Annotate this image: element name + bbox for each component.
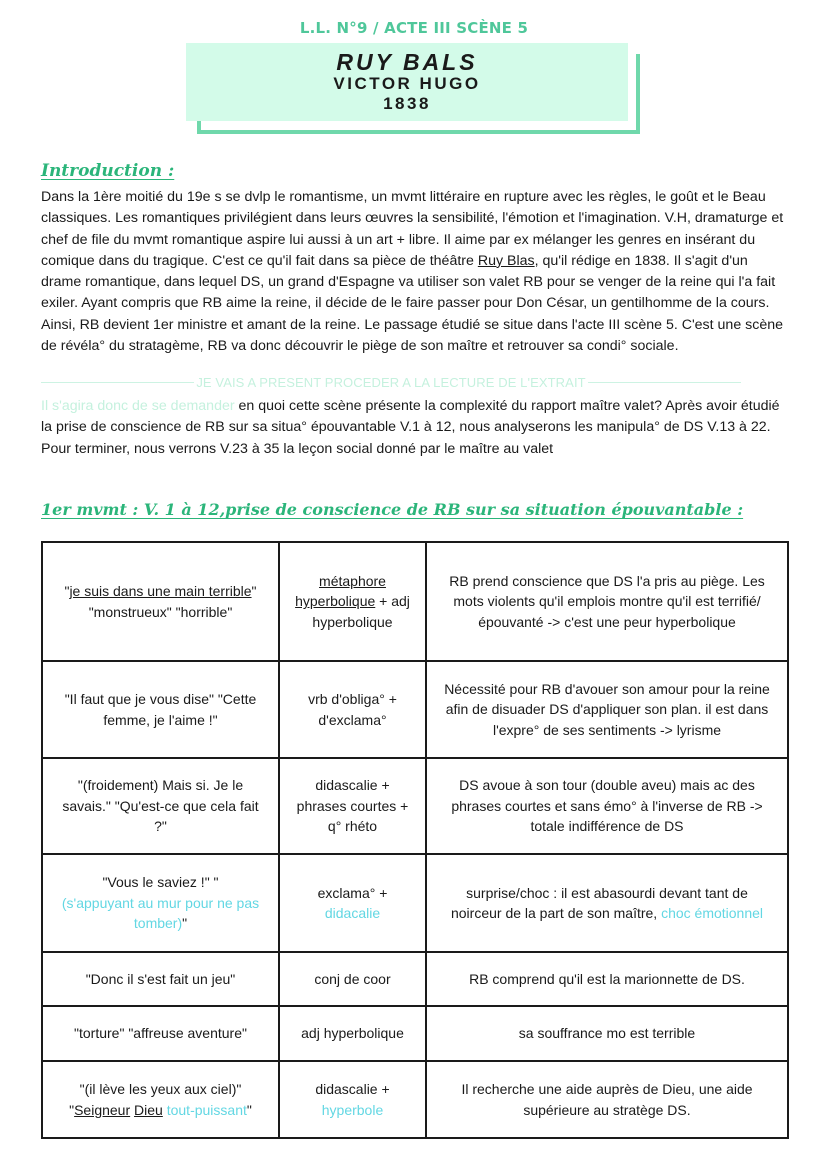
introduction-paragraph [41,187,791,357]
table-row [42,854,788,952]
figure-highlighted: didacalie [324,905,381,921]
quote-text: "Vous le saviez !" " [102,874,219,891]
quote-cell: "Donc il s'est fait un jeu" [42,952,279,1006]
figure-text: exclama° + [317,884,388,901]
introduction-heading: Introduction : [41,161,175,181]
intro-text-part2: , qu'il rédige en 1838. Il s'agit d'un drame romantique, dans lequel DS, un grand d'Espagne va utiliser son valet RB pour se venger de la reine qui l'a fait exiler. Ayant compris que RB aime la reine, il décide de le faire passer pour Don César, un gentilhomme de la cours. Ainsi, RB devient 1er ministre et amant de la reine. Le passage étudié se situe dans l'acte III scène 5. C'est une scène de révéla° du stratagème, RB va donc découvrir le piège de son maître et retrouver sa condi° sociale. [41,252,784,355]
figure-cell [279,854,426,952]
figure-cell [279,1061,426,1138]
quote-close: " [182,915,188,932]
quote-open: " [69,1101,75,1118]
analysis-highlighted: choc émotionnel [661,905,764,921]
analysis-cell: Nécessité pour RB d'avouer son amour pour la reine afin de disuader DS d'appliquer son plan. il est dans l'expre° de ses sentiments -> lyrisme [426,661,788,758]
figure-cell: didascalie + phrases courtes + q° rhéto [279,758,426,854]
quote-close: " [246,1101,252,1118]
figure-text: + adj hyperbolique [312,593,410,630]
lesson-label: L.L. N°9 / ACTE III SCÈNE 5 [299,19,529,37]
separator-text: JE VAIS A PRESENT PROCEDER A LA LECTURE DE L'EXTRAIT [196,374,586,390]
table-row [42,661,788,758]
intro-text-part1: Dans la 1ère moitié du 19e s se dvlp le romantisme, un mvmt littéraire en rupture avec les règles, le goût et le Beau classiques. Les romantiques privilégient dans leurs œuvres la sensibilité, l'émotion et l'imagination. V.H, dramaturge et chef de file du mvmt romantique aspire lui aussi à un art + libre. Il aime par ex mélanger les genres en insérant du comique dans du tragique. C'est ce qu'il fait dans sa pièce de théâtre [41,189,784,269]
quote-cell: "je suis dans une main terrible" "monstrueux" "horrible" [42,542,279,661]
quote-cell: "torture" "affreuse aventure" [42,1006,279,1061]
work-title: RUY BALS [336,49,478,75]
analysis-cell: RB prend conscience que DS l'a pris au piège. Les mots violents qu'il emplois montre qu'il est terrifié/épouvanté -> c'est une peur hyperbolique [426,542,788,661]
table-row [42,758,788,854]
quote-highlighted: tout-puissant [166,1101,247,1118]
analysis-cell: sa souffrance mo est terrible [426,1006,788,1061]
quote-underlined: Dieu [134,1101,163,1118]
analysis-cell: RB comprend qu'il est la marionnette de DS. [426,952,788,1006]
quote-cell [42,1061,279,1138]
table-row [42,542,788,661]
figure-cell: conj de coor [279,952,426,1006]
movement-1-heading: 1er mvmt : V. 1 à 12,prise de conscience de RB sur sa situation épouvantable : [41,500,744,519]
quote-text: " "monstrueux" "horrible" [88,583,257,620]
table-row [42,1061,788,1138]
quote-highlighted: (s'appuyant au mur pour ne pas tomber) [61,894,260,932]
figure-text: didascalie + [315,1081,390,1097]
separator-line-left [41,382,194,383]
quote-cell: "Il faut que je vous dise" "Cette femme, je l'aime !" [42,661,279,758]
figure-underlined: métaphore hyperbolique [295,572,386,610]
quote-underlined: Seigneur [74,1101,131,1118]
work-title-reference: Ruy Blas [477,252,535,269]
analysis-table [41,541,789,1139]
title-box [186,43,628,121]
figure-cell [279,542,426,661]
figure-cell: adj hyperbolique [279,1006,426,1061]
quote-cell [42,854,279,952]
analysis-cell [426,854,788,952]
problematic-paragraph [41,396,791,460]
problematic-text: en quoi cette scène présente la complexité du rapport maître valet? Après avoir étudié la prise de conscience de RB sur sa situa° épouvantable V.1 à 12, nous analyserons les manipula° de DS V.13 à 22. Pour terminer, nous verrons V.23 à 35 la leçon social donné par le maître au valet [41,398,780,457]
quote-underlined: je suis dans une main terrible [69,583,252,599]
table-row [42,1006,788,1061]
analysis-cell: Il recherche une aide auprès de Dieu, une aide supérieure au stratège DS. [426,1061,788,1138]
author-name: VICTOR HUGO [333,74,481,93]
figure-highlighted: hyperbole [321,1101,384,1118]
problematic-faded-text: Il s'agira donc de se demander [41,398,235,414]
quote-cell: "(froidement) Mais si. Je le savais." "Qu'est-ce que cela fait ?" [42,758,279,854]
publication-year: 1838 [383,94,431,113]
reading-separator [41,374,741,390]
analysis-cell: DS avoue à son tour (double aveu) mais ac des phrases courtes et sans émo° à l'inverse de RB -> totale indifférence de DS [426,758,788,854]
figure-cell: vrb d'obliga° + d'exclama° [279,661,426,758]
table-row [42,952,788,1006]
analysis-text: surprise/choc : il est abasourdi devant tant de noirceur de la part de son maître, [450,884,748,921]
quote-text: "(il lève les yeux aux ciel)" [79,1081,242,1097]
separator-line-right [588,382,741,383]
